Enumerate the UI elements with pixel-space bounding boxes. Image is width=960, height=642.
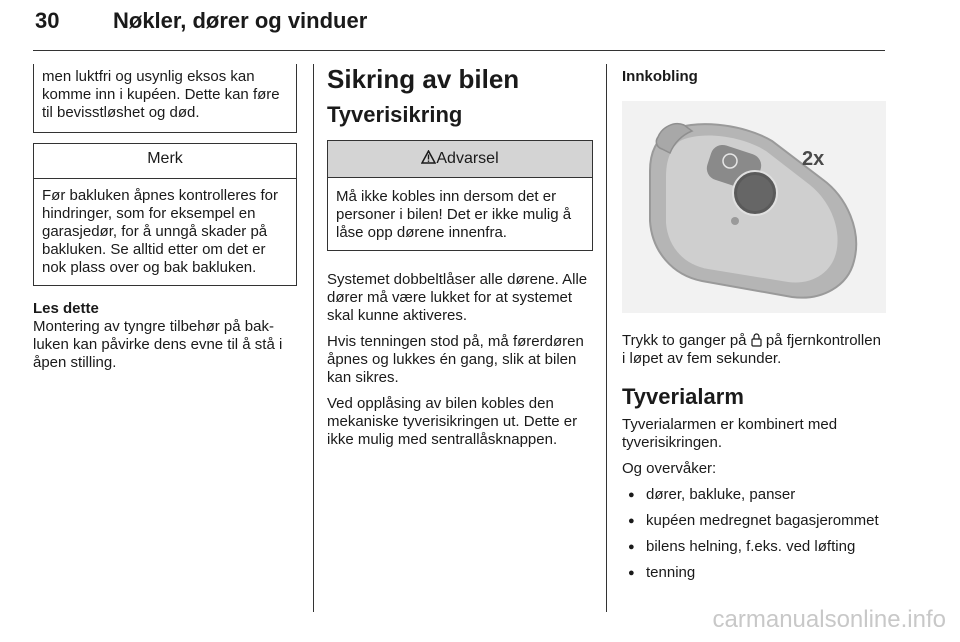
read-this-body: Montering av tyngre tilbehør på bakluken kan påvirke dens evne til å stå i åpen stilling.: [33, 318, 283, 371]
column-left: [33, 64, 297, 380]
paragraph: Hvis tenningen stod på, må førerdøren åpnes og lukkes én gang, slik at bilen kan sikres.: [327, 333, 584, 386]
danger-box-continuation: [33, 64, 297, 133]
list-item: ● dører, bakluke, panser: [622, 486, 888, 504]
warning-box: [327, 140, 593, 251]
monitors-label: Og overvåker:: [622, 460, 717, 477]
activation-text: Trykk to ganger på på fjernkontrollen i løpet av fem sekunder.: [622, 332, 881, 367]
read-this-heading: Les dette: [33, 300, 99, 317]
page-header: [33, 6, 885, 51]
section-title: Sikring av bilen: [327, 64, 520, 94]
warning-title: Advarsel: [436, 150, 499, 167]
note-title: Merk: [34, 144, 296, 179]
warning-triangle-icon: [421, 150, 436, 164]
paragraph: Ved opplåsing av bilen kobles den mekaniske tyverisikringen ut. Dette er ikke mulig med sentrallåsknappen.: [327, 395, 578, 448]
press-count-label: 2x: [802, 148, 825, 170]
activation-heading: Innkobling: [622, 68, 698, 85]
paragraph: Systemet dobbeltlåser alle dørene. Alle dører må være lukket for at systemet skal kunne aktiveres.: [327, 271, 588, 324]
watermark: carmanualsonline.info: [712, 606, 946, 633]
list-item: ● bilens helning, f.eks. ved løfting: [622, 538, 888, 556]
continuation-text: men luktfri og usynlig eksos kan komme inn i kupéen. Dette kan føre til bevisstløshet og død.: [42, 68, 280, 121]
note-box: [33, 143, 297, 286]
alarm-title: Tyverialarm: [622, 384, 744, 409]
column-divider: [313, 64, 314, 612]
lock-icon: [751, 333, 762, 347]
note-body: Før bakluken åpnes kontrolleres for hindringer, som for eksempel en garasjedør, for å unngå skader på bakluken. Se alltid etter om det er nok plass over og bak bakluken.: [42, 187, 278, 276]
list-item: ● tenning: [622, 564, 888, 582]
column-middle: [327, 64, 593, 457]
monitors-list: [622, 486, 888, 582]
key-fob-illustration: [622, 101, 886, 313]
subsection-title: Tyverisikring: [327, 102, 463, 127]
column-divider: [606, 64, 607, 612]
page-title: Nøkler, dører og vinduer: [113, 8, 368, 33]
warning-body: Må ikke kobles inn dersom det er personer i bilen! Det er ikke mulig å låse opp dørene innenfra.: [336, 188, 572, 241]
column-right: [622, 64, 888, 590]
warning-header: [328, 141, 592, 178]
theft-paragraphs: [327, 271, 593, 449]
list-item: ● kupéen medregnet bagasjerommet: [622, 512, 888, 530]
page-number: 30: [35, 8, 60, 33]
alarm-intro: Tyverialarmen er kombinert med tyverisikringen.: [622, 416, 838, 451]
